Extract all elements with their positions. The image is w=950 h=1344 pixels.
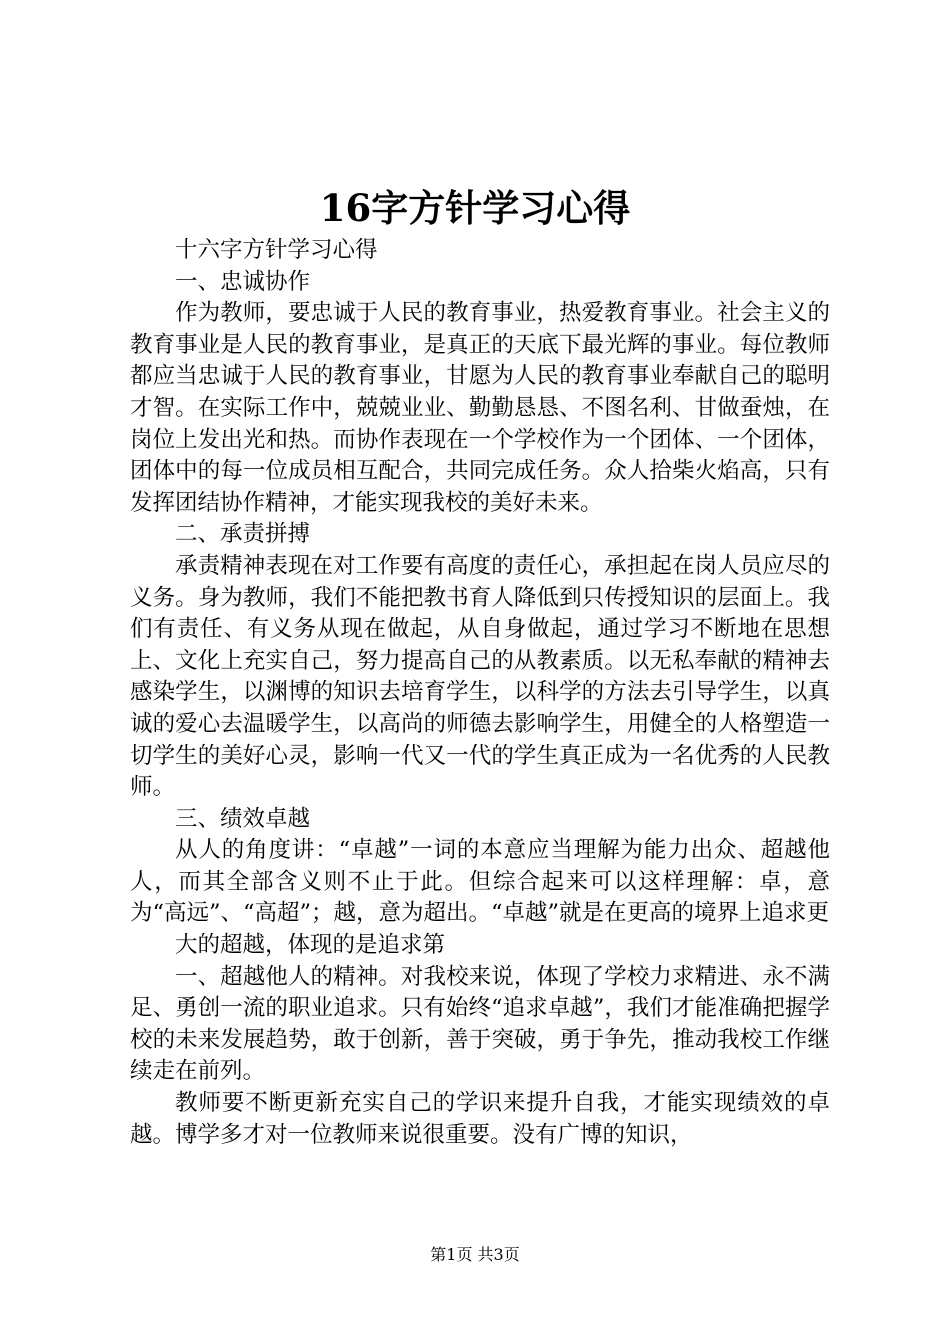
- section-heading-2: 二、承责拼搏: [175, 521, 311, 548]
- body-paragraph: 一、超越他人的精神。对我校来说，体现了学校力求精进、永不满足、勇创一流的职业追求。只有始终“追求卓越”，我们才能准确把握学校的未来发展趋势，敢于创新，善于突破，勇于争先，推动我校工作继续走在前列。: [130, 963, 830, 1085]
- document-body: [130, 235, 830, 1151]
- body-paragraph: 承责精神表现在对工作要有高度的责任心，承担起在岗人员应尽的义务。身为教师，我们不能把教书育人降低到只传授知识的层面上。我们有责任、有义务从现在做起，从自身做起，通过学习不断地在思想上、文化上充实自己，努力提高自己的从教素质。以无私奉献的精神去感染学生，以渊博的知识去培育学生，以科学的方法去引导学生，以真诚的爱心去温暖学生，以高尚的师德去影响学生，用健全的人格塑造一切学生的美好心灵，影响一代又一代的学生真正成为一名优秀的人民教师。: [130, 552, 830, 801]
- section-heading-1: 一、忠诚协作: [175, 268, 311, 295]
- body-paragraph: 作为教师，要忠诚于人民的教育事业，热爱教育事业。社会主义的教育事业是人民的教育事业，是真正的天底下最光辉的事业。每位教师都应当忠诚于人民的教育事业，甘愿为人民的教育事业奉献自己的聪明才智。在实际工作中，兢兢业业、勤勤恳恳、不图名利、甘做蚕烛，在岗位上发出光和热。而协作表现在一个学校作为一个团体、一个团体，团体中的每一位成员相互配合，共同完成任务。众人拾柴火焰高，只有发挥团结协作精神，才能实现我校的美好未来。: [130, 300, 830, 516]
- section-heading-3: 三、绩效卓越: [175, 805, 311, 832]
- subtitle-paragraph: 十六字方针学习心得: [175, 237, 378, 263]
- body-paragraph: 教师要不断更新充实自己的学识来提升自我，才能实现绩效的卓越。博学多才对一位教师来说很重要。没有广博的知识，: [130, 1090, 830, 1148]
- page-number-footer: 第1页 共3页: [430, 1245, 520, 1264]
- document-title: 16字方针学习心得: [319, 186, 631, 230]
- body-paragraph: 从人的角度讲：“卓越”一词的本意应当理解为能力出众、超越他人，而其全部含义则不止于此。但综合起来可以这样理解：卓，意为“高远”、“高超”；越，意为超出。“卓越”就是在更高的境界上追求更: [130, 837, 830, 927]
- body-paragraph: 大的超越，体现的是追求第: [175, 932, 446, 959]
